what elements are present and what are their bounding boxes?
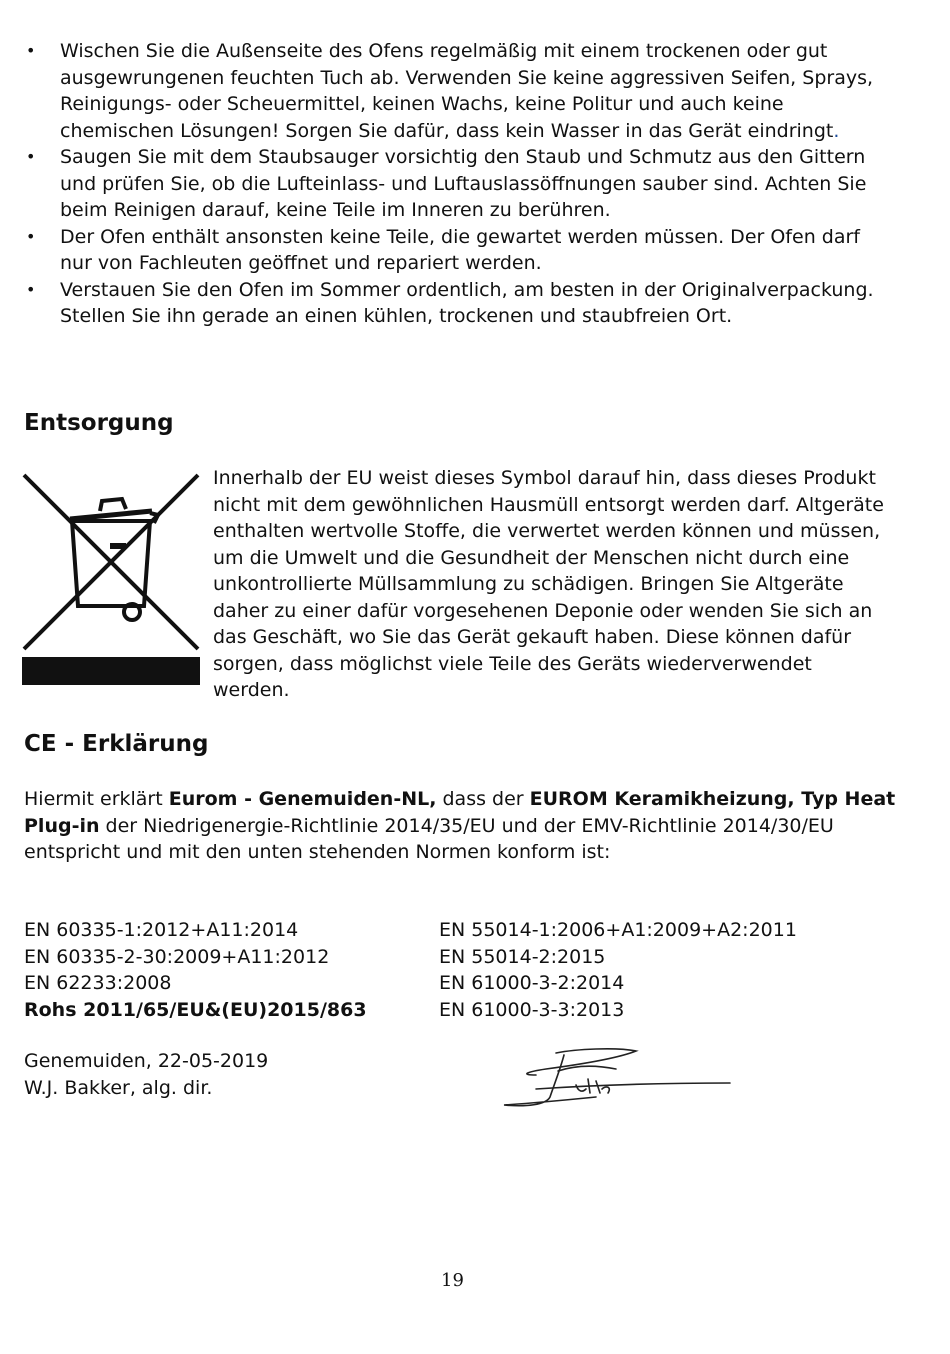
bullet-text: Wischen Sie die Außenseite des Ofens regelmäßig mit einem trockenen oder gut ausgewrungenen feuchten Tuch ab. Verwenden Sie keine aggressiven Seifen, Sprays, Reinigungs- oder Scheuermittel, keinen Wachs, keine Politur und auch keine chemischen Lösungen! Sorgen Sie dafür, dass kein Wasser in das Gerät eindringt [60,40,874,142]
handwritten-signature [496,1045,736,1115]
norm-left: EN 62233:2008 [24,972,172,994]
page-number: 19 [441,1270,464,1291]
signer-name: W.J. Bakker, alg. dir. [24,1076,213,1099]
crossed-out-wheelie-bin-icon [22,471,200,685]
maintenance-list [24,38,884,330]
norm-left: EN 60335-2-30:2009+A11:2012 [24,945,330,968]
disposal-heading: Entsorgung [24,410,174,436]
product-name: EUROM Keramikheizung, Typ Heat Plug-in [24,788,896,837]
bullet-text: Saugen Sie mit dem Staubsauger vorsichtig den Staub und Schmutz aus den Gittern und prüfen Sie, ob die Lufteinlass- und Luftauslassöffnungen sauber sind. Achten Sie beim Reinigen darauf, keine Teile im Inneren zu berühren. [60,146,867,221]
norm-right: EN 55014-2:2015 [439,945,606,968]
norms-table [24,917,904,1023]
disposal-text: Innerhalb der EU weist dieses Symbol darauf hin, dass dieses Produkt nicht mit dem gewöhnlichen Hausmüll entsorgt werden darf. Altgeräte enthalten wertvolle Stoffe, die verwertet werden können und müssen, um die Umwelt und die Gesundheit der Menschen nicht durch eine unkontrollierte Müllsammlung zu schädigen. Bringen Sie Altgeräte daher zu einer dafür vorgesehenen Deponie oder wenden Sie sich an das Geschäft, wo Sie das Gerät gekauft haben. Diese können dafür sorgen, dass möglichst viele Teile des Geräts wiederverwendet werden. [213,467,884,701]
bullet-icon: • [26,41,36,60]
ce-text-part: Hiermit erklärt [24,788,169,810]
bullet-icon: • [26,147,36,166]
place-date: Genemuiden, 22-05-2019 [24,1050,269,1072]
bullet-icon: • [26,279,36,299]
ce-declaration [24,786,904,866]
norm-row [24,917,904,944]
norm-right: EN 61000-3-2:2014 [439,972,625,994]
norm-row [24,944,904,971]
norm-row [24,997,904,1024]
list-item [24,144,884,224]
signoff-block [24,1048,268,1101]
norm-row [24,970,904,997]
bullet-end: . [833,119,840,142]
norm-right: EN 61000-3-3:2013 [439,998,625,1021]
ce-heading: CE - Erklärung [24,731,209,757]
company-name: Eurom - Genemuiden-NL, [168,788,437,810]
list-item [24,277,884,330]
ce-text-part: dass der [436,788,530,810]
list-item [24,224,884,277]
ce-text-part: der Niedrigenergie-Richtlinie 2014/35/EU und der EMV-Richtlinie 2014/30/EU entspricht und mit den unten stehenden Normen konform ist: [24,814,834,863]
norm-left: EN 60335-1:2012+A11:2014 [24,919,299,941]
norm-left: Rohs 2011/65/EU&(EU)2015/863 [24,998,367,1021]
norm-right: EN 55014-1:2006+A1:2009+A2:2011 [439,919,797,941]
bullet-text: Der Ofen enthält ansonsten keine Teile, die gewartet werden müssen. Der Ofen darf nur von Fachleuten geöffnet und repariert werden. [60,225,860,274]
list-item [24,38,884,144]
bullet-icon: • [26,226,36,246]
bullet-text: Verstauen Sie den Ofen im Sommer ordentlich, am besten in der Originalverpackung. Stellen Sie ihn gerade an einen kühlen, trockenen und staubfreien Ort. [60,278,874,327]
